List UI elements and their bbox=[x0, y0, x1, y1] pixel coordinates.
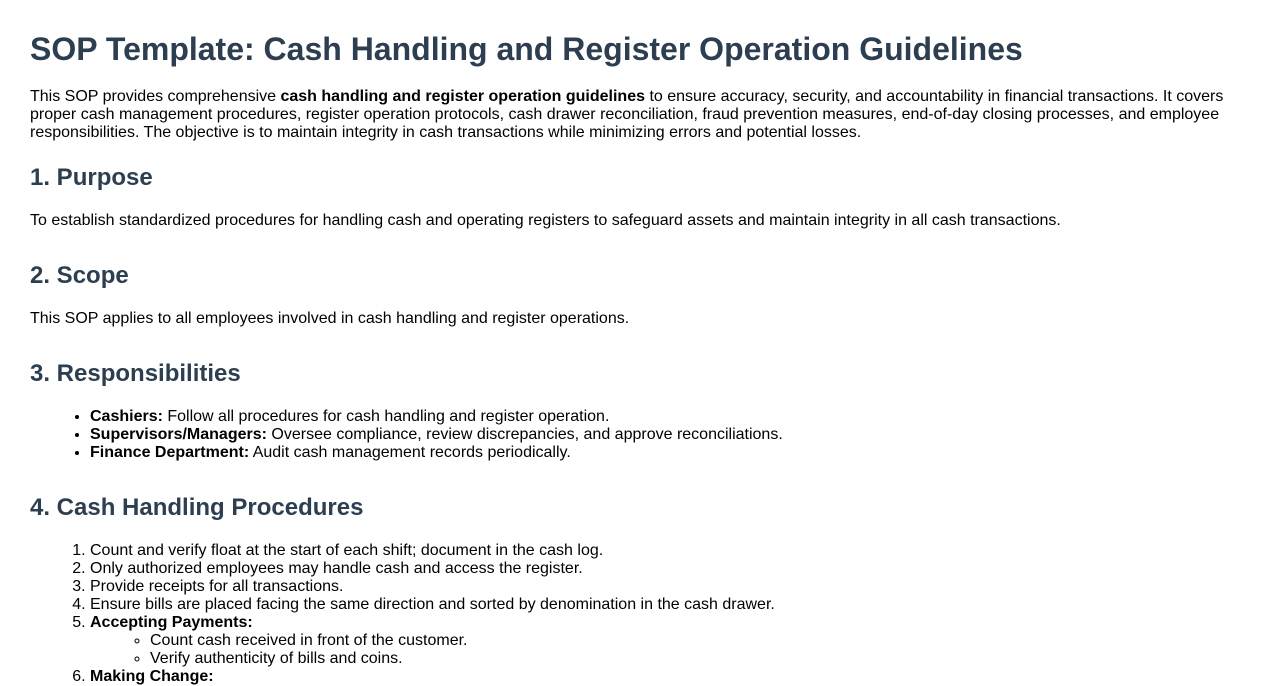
intro-paragraph bbox=[30, 88, 1233, 142]
intro-text-end: to ensure accuracy, security, and accountability in financial transactions. It covers proper cash management procedures, register operation protocols, cash drawer reconciliation, fraud prevention measures, end-of-day closing processes, and employee responsibilities. The objective is to maintain integrity in cash transactions while minimizing errors and potential losses. bbox=[30, 88, 1224, 141]
procedure-step-making-change bbox=[90, 668, 1233, 686]
purpose-text: To establish standardized procedures for handling cash and operating registers to safeguard assets and maintain integrity in all cash transactions. bbox=[30, 212, 1061, 229]
role-label: Finance Department: bbox=[90, 444, 250, 461]
intro-emphasis: cash handling and register operation guidelines bbox=[280, 88, 645, 105]
list-item bbox=[90, 426, 1233, 444]
cash-handling-steps bbox=[30, 542, 1233, 686]
procedure-step: 1. Count and verify float at the start of each shift; document in the cash log. bbox=[90, 542, 1233, 560]
role-description: Audit cash management records periodically. bbox=[249, 444, 571, 461]
intro-text-start: This SOP provides comprehensive bbox=[30, 88, 281, 105]
procedure-step-accepting-payments bbox=[90, 614, 1233, 668]
scope-text: This SOP applies to all employees involved in cash handling and register operations. bbox=[30, 310, 630, 327]
list-item bbox=[90, 444, 1233, 462]
scope-heading: 2. Scope bbox=[30, 262, 129, 289]
role-label: Supervisors/Managers: bbox=[90, 426, 267, 443]
list-item: ◦ Verify authenticity of bills and coins. bbox=[150, 650, 1233, 668]
role-description: Follow all procedures for cash handling and register operation. bbox=[162, 408, 610, 425]
purpose-heading: 1. Purpose bbox=[30, 164, 153, 191]
cash-handling-heading: 4. Cash Handling Procedures bbox=[30, 494, 364, 521]
step-label: Making Change: bbox=[90, 668, 214, 685]
role-description: Oversee compliance, review discrepancies, and approve reconciliations. bbox=[266, 426, 783, 443]
role-label: Cashiers: bbox=[90, 408, 163, 425]
list-item: ◦ Count cash received in front of the customer. bbox=[150, 632, 1233, 650]
list-item bbox=[90, 408, 1233, 426]
procedure-step: 4. Ensure bills are placed facing the same direction and sorted by denomination in the cash drawer. bbox=[90, 596, 1233, 614]
procedure-step: 3. Provide receipts for all transactions. bbox=[90, 578, 1233, 596]
step-label: Accepting Payments: bbox=[90, 614, 253, 631]
responsibilities-heading: 3. Responsibilities bbox=[30, 360, 241, 387]
accepting-payments-list bbox=[90, 632, 1233, 668]
responsibilities-list bbox=[30, 408, 1233, 462]
procedure-step: 2. Only authorized employees may handle cash and access the register. bbox=[90, 560, 1233, 578]
page-title: SOP Template: Cash Handling and Register Operation Guidelines bbox=[30, 31, 1023, 67]
